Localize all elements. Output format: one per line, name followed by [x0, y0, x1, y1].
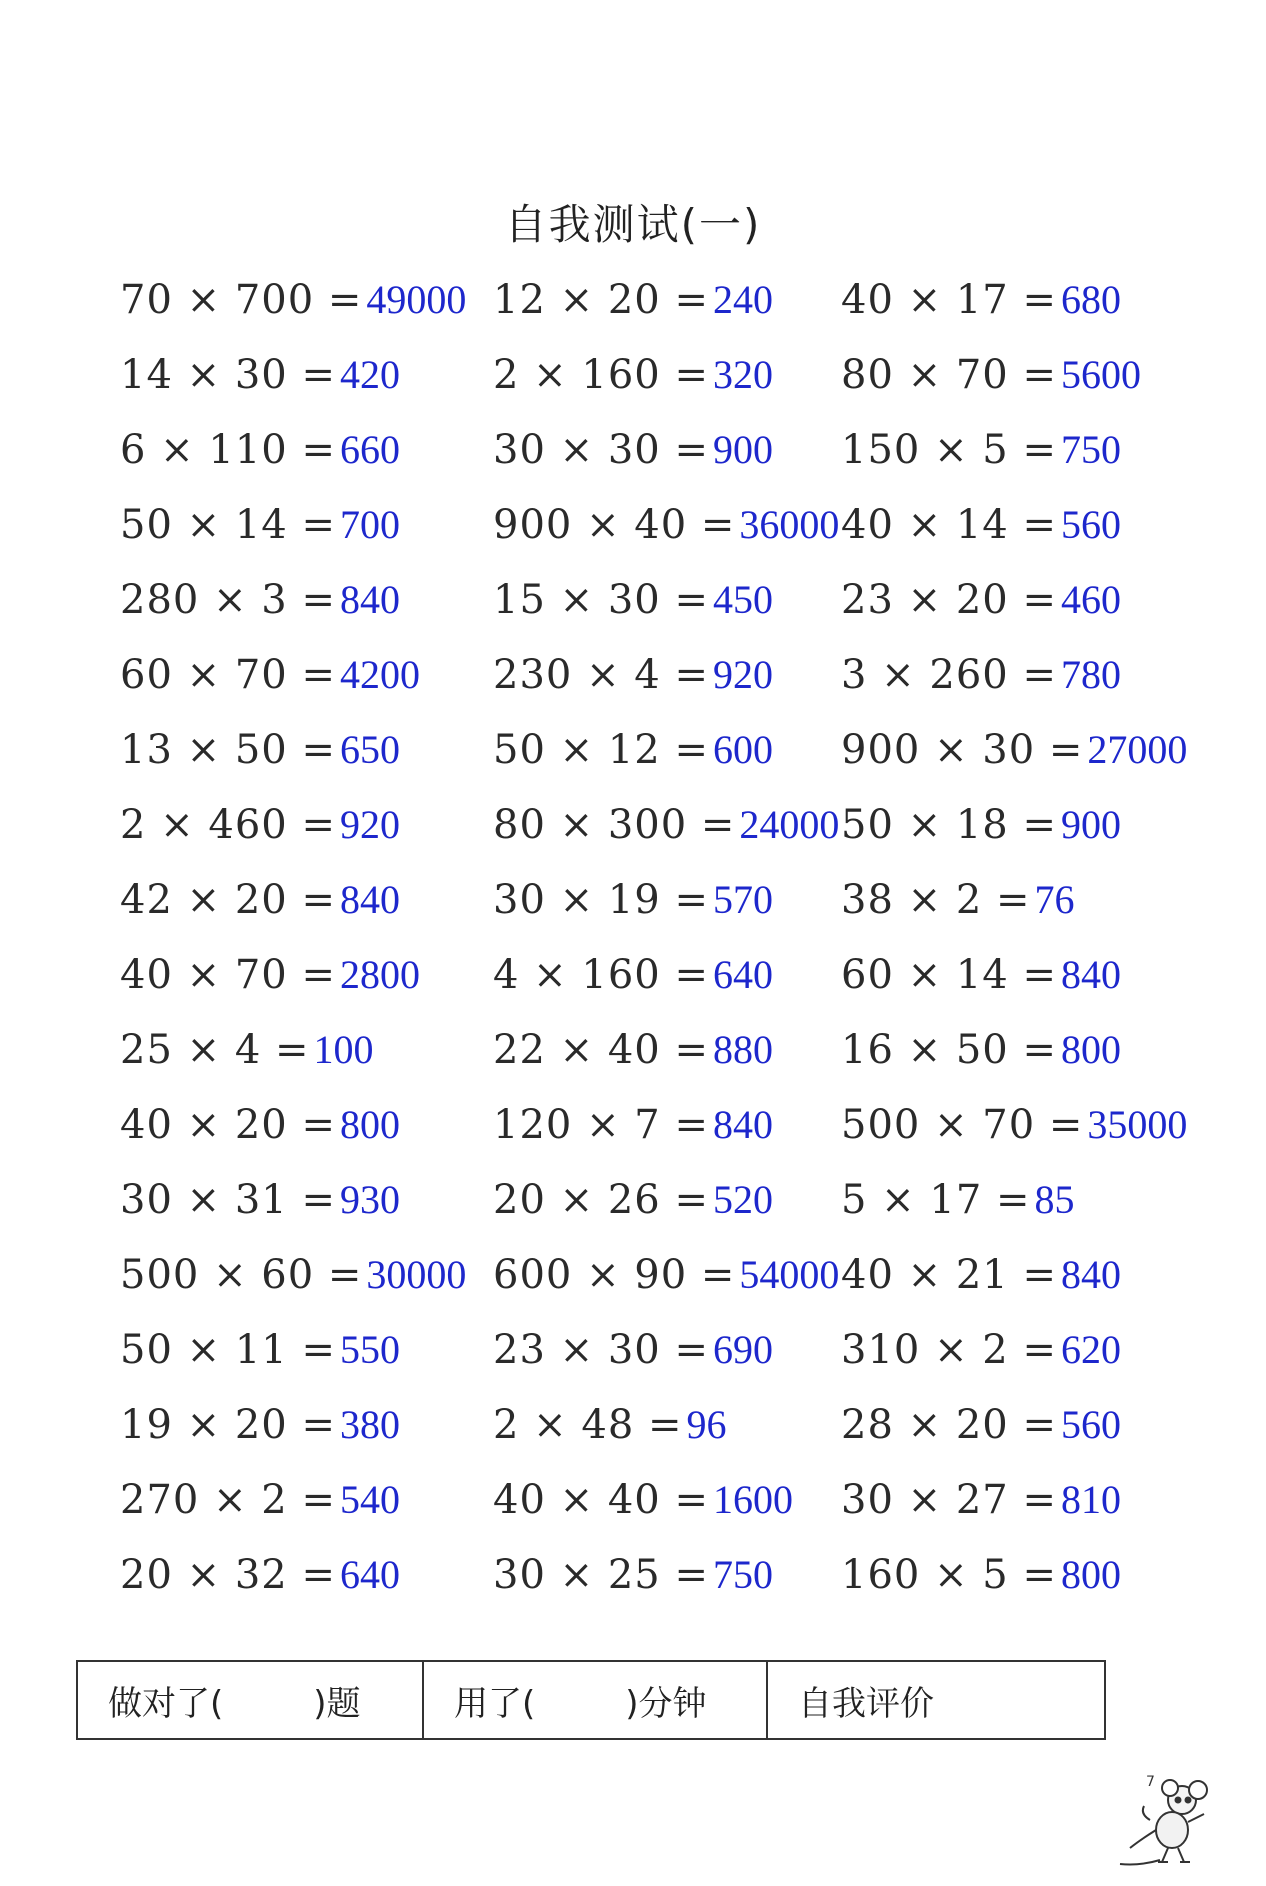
- exercise-item: [841, 795, 1181, 870]
- exercise-answer[interactable]: 96: [686, 1402, 727, 1447]
- exercise-question: 40 × 21 =: [841, 1252, 1057, 1298]
- exercise-answer[interactable]: 800: [339, 1102, 400, 1147]
- exercise-item: [493, 945, 841, 1020]
- exercise-answer[interactable]: 900: [1060, 802, 1121, 847]
- exercise-question: 4 × 160 =: [493, 952, 709, 998]
- exercise-question: 23 × 20 =: [841, 577, 1057, 623]
- exercise-answer[interactable]: 840: [339, 577, 400, 622]
- exercise-item: [493, 1320, 841, 1395]
- exercise-item: [120, 1170, 493, 1245]
- exercise-answer[interactable]: 2800: [339, 952, 420, 997]
- exercise-answer[interactable]: 900: [712, 427, 773, 472]
- exercise-item: [841, 870, 1181, 945]
- exercise-answer[interactable]: 640: [712, 952, 773, 997]
- exercise-item: [120, 1545, 493, 1620]
- exercise-answer[interactable]: 840: [712, 1102, 773, 1147]
- exercise-question: 38 × 2 =: [841, 877, 1031, 923]
- exercise-question: 30 × 19 =: [493, 877, 709, 923]
- exercise-question: 270 × 2 =: [120, 1477, 336, 1523]
- time-prefix: 用了(: [454, 1683, 536, 1724]
- exercise-answer[interactable]: 700: [339, 502, 400, 547]
- exercise-question: 310 × 2 =: [841, 1327, 1057, 1373]
- exercise-question: 28 × 20 =: [841, 1402, 1057, 1448]
- exercise-question: 40 × 20 =: [120, 1102, 336, 1148]
- exercise-question: 2 × 160 =: [493, 352, 709, 398]
- correct-prefix: 做对了(: [108, 1683, 224, 1724]
- exercise-question: 50 × 11 =: [120, 1327, 336, 1373]
- correct-count-cell: [78, 1662, 422, 1738]
- exercise-item: [493, 1470, 841, 1545]
- exercise-answer[interactable]: 30000: [366, 1252, 467, 1297]
- exercise-answer[interactable]: 560: [1060, 502, 1121, 547]
- exercise-item: [841, 345, 1181, 420]
- exercise-item: [493, 420, 841, 495]
- exercise-answer[interactable]: 750: [712, 1552, 773, 1597]
- exercise-answer[interactable]: 100: [313, 1027, 374, 1072]
- exercise-answer[interactable]: 240: [712, 277, 773, 322]
- exercise-question: 42 × 20 =: [120, 877, 336, 923]
- exercise-question: 120 × 7 =: [493, 1102, 709, 1148]
- exercise-answer[interactable]: 930: [339, 1177, 400, 1222]
- exercise-item: [841, 1020, 1181, 1095]
- exercise-question: 2 × 460 =: [120, 802, 336, 848]
- exercise-question: 12 × 20 =: [493, 277, 709, 323]
- exercise-question: 22 × 40 =: [493, 1027, 709, 1073]
- exercise-question: 40 × 17 =: [841, 277, 1057, 323]
- exercise-question: 40 × 40 =: [493, 1477, 709, 1523]
- exercise-answer[interactable]: 840: [1060, 1252, 1121, 1297]
- exercise-answer[interactable]: 320: [712, 352, 773, 397]
- exercise-item: [841, 720, 1188, 795]
- exercise-answer[interactable]: 570: [712, 877, 773, 922]
- exercise-item: [493, 270, 841, 345]
- time-suffix: )分钟: [625, 1683, 707, 1724]
- exercise-question: 280 × 3 =: [120, 577, 336, 623]
- exercise-item: [493, 1245, 841, 1320]
- exercise-answer[interactable]: 35000: [1087, 1102, 1188, 1147]
- exercise-item: [120, 495, 493, 570]
- exercise-item: [120, 570, 493, 645]
- exercise-question: 50 × 18 =: [841, 802, 1057, 848]
- exercise-item: [120, 1245, 493, 1320]
- exercise-item: [120, 645, 493, 720]
- exercise-question: 60 × 14 =: [841, 952, 1057, 998]
- exercise-item: [120, 795, 493, 870]
- exercise-item: [120, 1320, 493, 1395]
- exercise-item: [493, 345, 841, 420]
- correct-suffix: )题: [313, 1683, 361, 1724]
- exercise-answer[interactable]: 5600: [1060, 352, 1141, 397]
- exercise-answer[interactable]: 460: [1060, 577, 1121, 622]
- exercise-item: [841, 1170, 1181, 1245]
- page-title: 自我测试(一): [504, 200, 762, 249]
- exercise-question: 230 × 4 =: [493, 652, 709, 698]
- exercise-question: 500 × 70 =: [841, 1102, 1084, 1148]
- exercise-item: [493, 1095, 841, 1170]
- exercise-item: [493, 1170, 841, 1245]
- exercise-question: 3 × 260 =: [841, 652, 1057, 698]
- exercise-item: [841, 1245, 1181, 1320]
- exercise-item: [841, 1320, 1181, 1395]
- exercise-item: [841, 495, 1181, 570]
- exercise-question: 20 × 26 =: [493, 1177, 709, 1223]
- exercise-answer[interactable]: 680: [1060, 277, 1121, 322]
- exercise-answer[interactable]: 920: [712, 652, 773, 697]
- exercise-item: [120, 945, 493, 1020]
- exercise-item: [493, 1020, 841, 1095]
- exercise-question: 19 × 20 =: [120, 1402, 336, 1448]
- exercise-answer[interactable]: 24000: [739, 802, 840, 847]
- exercise-answer[interactable]: 690: [712, 1327, 773, 1372]
- exercise-question: 6 × 110 =: [120, 427, 336, 473]
- exercise-answer[interactable]: 750: [1060, 427, 1121, 472]
- exercise-item: [841, 1470, 1181, 1545]
- exercise-item: [841, 1395, 1181, 1470]
- exercise-item: [841, 1545, 1181, 1620]
- exercise-item: [493, 1545, 841, 1620]
- exercise-answer[interactable]: 780: [1060, 652, 1121, 697]
- exercise-question: 80 × 70 =: [841, 352, 1057, 398]
- exercise-answer[interactable]: 76: [1034, 877, 1075, 922]
- exercise-item: [493, 645, 841, 720]
- exercise-item: [120, 720, 493, 795]
- exercise-answer[interactable]: 540: [339, 1477, 400, 1522]
- exercise-item: [841, 270, 1181, 345]
- exercise-question: 600 × 90 =: [493, 1252, 736, 1298]
- exercise-question: 160 × 5 =: [841, 1552, 1057, 1598]
- exercise-question: 30 × 27 =: [841, 1477, 1057, 1523]
- exercise-answer[interactable]: 450: [712, 577, 773, 622]
- exercise-question: 13 × 50 =: [120, 727, 336, 773]
- exercise-answer[interactable]: 920: [339, 802, 400, 847]
- exercise-answer[interactable]: 800: [1060, 1027, 1121, 1072]
- exercise-item: [120, 345, 493, 420]
- exercise-question: 5 × 17 =: [841, 1177, 1031, 1223]
- exercise-item: [120, 870, 493, 945]
- exercise-question: 150 × 5 =: [841, 427, 1057, 473]
- exercise-item: [120, 420, 493, 495]
- exercise-question: 15 × 30 =: [493, 577, 709, 623]
- self-evaluation-cell[interactable]: [766, 1662, 1104, 1738]
- exercise-item: [493, 795, 841, 870]
- exercise-question: 30 × 25 =: [493, 1552, 709, 1598]
- exercise-item: [493, 495, 841, 570]
- exercise-item: [120, 270, 493, 345]
- exercise-question: 30 × 31 =: [120, 1177, 336, 1223]
- exercise-answer[interactable]: 380: [339, 1402, 400, 1447]
- exercise-answer[interactable]: 520: [712, 1177, 773, 1222]
- exercise-answer[interactable]: 560: [1060, 1402, 1121, 1447]
- exercise-item: [841, 645, 1181, 720]
- score-table: [76, 1660, 1106, 1740]
- exercise-answer[interactable]: 810: [1060, 1477, 1121, 1522]
- exercise-answer[interactable]: 650: [339, 727, 400, 772]
- exercise-answer[interactable]: 49000: [366, 277, 467, 322]
- exercise-question: 50 × 14 =: [120, 502, 336, 548]
- exercise-item: [493, 720, 841, 795]
- svg-text:7: 7: [1146, 1774, 1155, 1790]
- mouse-mascot-icon: [1110, 1770, 1230, 1870]
- exercise-answer[interactable]: 550: [339, 1327, 400, 1372]
- exercise-question: 80 × 300 =: [493, 802, 736, 848]
- exercise-question: 30 × 30 =: [493, 427, 709, 473]
- exercise-item: [841, 1095, 1188, 1170]
- exercise-item: [493, 870, 841, 945]
- time-used-cell: [422, 1662, 766, 1738]
- exercise-question: 40 × 14 =: [841, 502, 1057, 548]
- exercise-answer[interactable]: 1600: [712, 1477, 793, 1522]
- exercise-grid: [120, 270, 1188, 1620]
- exercise-answer[interactable]: 54000: [739, 1252, 840, 1297]
- exercise-question: 50 × 12 =: [493, 727, 709, 773]
- exercise-question: 16 × 50 =: [841, 1027, 1057, 1073]
- exercise-item: [120, 1095, 493, 1170]
- exercise-answer[interactable]: 85: [1034, 1177, 1075, 1222]
- exercise-answer[interactable]: 4200: [339, 652, 420, 697]
- exercise-item: [120, 1470, 493, 1545]
- exercise-item: [120, 1020, 493, 1095]
- exercise-answer[interactable]: 880: [712, 1027, 773, 1072]
- self-evaluation-label: 自我评价: [798, 1683, 934, 1724]
- exercise-item: [841, 420, 1181, 495]
- exercise-answer[interactable]: 800: [1060, 1552, 1121, 1597]
- exercise-answer[interactable]: 660: [339, 427, 400, 472]
- exercise-question: 23 × 30 =: [493, 1327, 709, 1373]
- exercise-question: 60 × 70 =: [120, 652, 336, 698]
- exercise-question: 2 × 48 =: [493, 1402, 683, 1448]
- exercise-question: 900 × 40 =: [493, 502, 736, 548]
- exercise-question: 20 × 32 =: [120, 1552, 336, 1598]
- exercise-question: 500 × 60 =: [120, 1252, 363, 1298]
- exercise-question: 900 × 30 =: [841, 727, 1084, 773]
- exercise-item: [841, 570, 1181, 645]
- exercise-item: [493, 570, 841, 645]
- exercise-item: [841, 945, 1181, 1020]
- exercise-question: 70 × 700 =: [120, 277, 363, 323]
- exercise-answer[interactable]: 840: [1060, 952, 1121, 997]
- exercise-question: 25 × 4 =: [120, 1027, 310, 1073]
- exercise-answer[interactable]: 840: [339, 877, 400, 922]
- exercise-answer[interactable]: 620: [1060, 1327, 1121, 1372]
- exercise-item: [120, 1395, 493, 1470]
- exercise-answer[interactable]: 27000: [1087, 727, 1188, 772]
- exercise-question: 14 × 30 =: [120, 352, 336, 398]
- exercise-answer[interactable]: 640: [339, 1552, 400, 1597]
- exercise-answer[interactable]: 36000: [739, 502, 840, 547]
- exercise-answer[interactable]: 600: [712, 727, 773, 772]
- exercise-question: 40 × 70 =: [120, 952, 336, 998]
- exercise-answer[interactable]: 420: [339, 352, 400, 397]
- exercise-item: [493, 1395, 841, 1470]
